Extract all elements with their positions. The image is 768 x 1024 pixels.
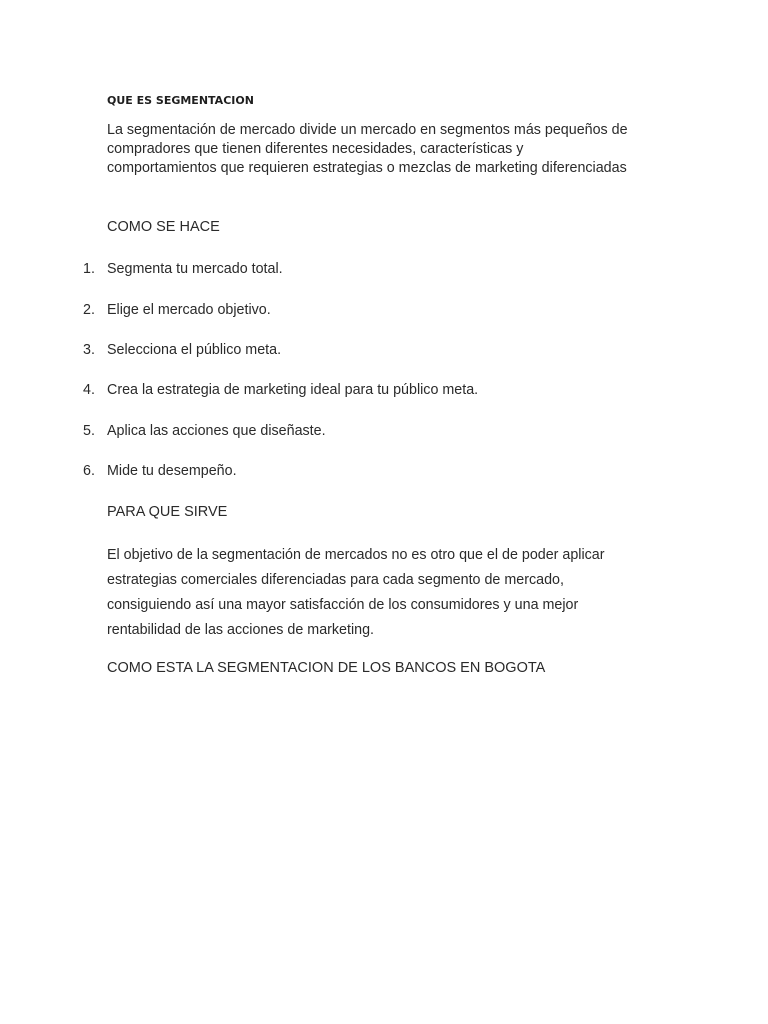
heading-bancos-bogota: COMO ESTA LA SEGMENTACION DE LOS BANCOS EN BOGOTA — [107, 660, 546, 676]
intro-line: compradores que tienen diferentes necesidades, características y — [107, 141, 524, 157]
list-item-number: 2. — [83, 302, 95, 318]
purpose-line: El objetivo de la segmentación de mercados no es otro que el de poder aplicar — [107, 547, 605, 563]
list-item — [0, 302, 768, 322]
list-item — [0, 463, 768, 483]
list-item-number: 6. — [83, 463, 95, 479]
heading-que-es-segmentacion: QUE ES SEGMENTACION — [107, 94, 254, 107]
purpose-line: estrategias comerciales diferenciadas para cada segmento de mercado, — [107, 572, 564, 588]
list-item-text: Elige el mercado objetivo. — [107, 302, 271, 318]
purpose-line: consiguiendo así una mayor satisfacción de los consumidores y una mejor — [107, 597, 579, 613]
intro-line: La segmentación de mercado divide un mercado en segmentos más pequeños de — [107, 122, 628, 138]
list-item — [0, 342, 768, 362]
list-item-text: Selecciona el público meta. — [107, 342, 282, 358]
list-item-text: Crea la estrategia de marketing ideal para tu público meta. — [107, 382, 479, 398]
list-item — [0, 423, 768, 443]
list-item-text: Segmenta tu mercado total. — [107, 261, 283, 277]
purpose-line: rentabilidad de las acciones de marketing. — [107, 622, 375, 638]
heading-para-que-sirve: PARA QUE SIRVE — [107, 504, 228, 520]
list-item-number: 1. — [83, 261, 95, 277]
intro-line: comportamientos que requieren estrategias o mezclas de marketing diferenciadas — [107, 160, 627, 176]
list-item-number: 3. — [83, 342, 95, 358]
intro-paragraph — [107, 121, 667, 178]
list-item-number: 5. — [83, 423, 95, 439]
list-item-text: Mide tu desempeño. — [107, 463, 237, 479]
purpose-paragraph — [107, 543, 647, 643]
list-item — [0, 382, 768, 402]
heading-como-se-hace: COMO SE HACE — [107, 219, 220, 235]
list-item-text: Aplica las acciones que diseñaste. — [107, 423, 326, 439]
list-item — [0, 261, 768, 281]
list-item-number: 4. — [83, 382, 95, 398]
